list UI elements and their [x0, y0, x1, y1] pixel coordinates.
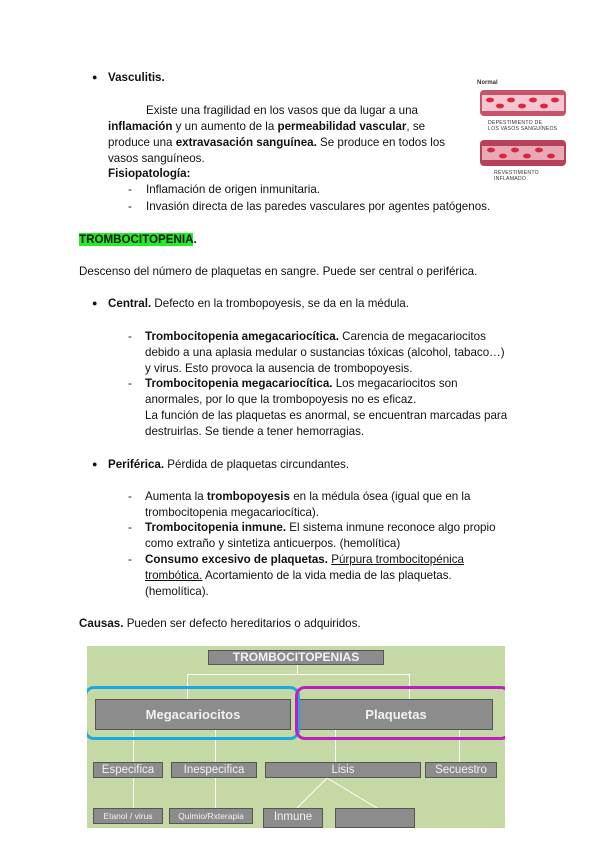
vasculitis-paragraph-line: vasos sanguíneos.: [108, 152, 205, 165]
central-heading: Central. Defecto en la trombopoyesis, se da en la médula.: [108, 297, 409, 310]
megacariocitos-highlight-ring: [87, 686, 300, 740]
trombocitopenia-heading: TROMBOCITOPENIA.: [79, 233, 197, 246]
trombocitopenias-diagram: [87, 646, 505, 828]
trombocitopenia-intro: Descenso del número de plaquetas en sangre. Puede ser central o periférica.: [79, 265, 478, 278]
etanol-virus-box: Etanol / virus: [93, 808, 163, 824]
fisio-item: Invasión directa de las paredes vasculares por agentes patógenos.: [146, 200, 491, 213]
inmune-box: Inmune: [263, 808, 323, 828]
central-item-line: La función de las plaquetas es anormal, se encuentran marcadas para: [145, 409, 508, 422]
causas-line: Causas. Pueden ser defecto hereditarios o adquiridos.: [79, 617, 361, 630]
purpura-link[interactable]: Púrpura trombocitopénica: [331, 553, 464, 566]
periferica-item-line: trombótica. Acortamiento de la vida media de las plaquetas.: [145, 569, 452, 582]
periferica-item-line: Aumenta la trombopoyesis en la médula ósea (igual que en la: [145, 490, 471, 503]
periferica-heading: Periférica. Pérdida de plaquetas circundantes.: [108, 458, 350, 471]
vasculitis-paragraph-line: inflamación y un aumento de la permeabilidad vascular, se: [108, 120, 426, 133]
central-item-line: destruirlas. Se tiende a tener hemorragias.: [145, 425, 365, 438]
plaquetas-highlight-ring: [295, 686, 505, 740]
figure-caption-normal: DEPESTIMIENTO DE LOS VASOS SANGUÍNEOS: [488, 120, 558, 132]
especifica-box: Especifica: [93, 762, 163, 778]
blood-vessel-figure: [476, 80, 568, 190]
central-item-line: y virus. Esto provoca la ausencia de trombopoyesis.: [145, 362, 413, 375]
vasculitis-paragraph-line: Existe una fragilidad en los vasos que da lugar a una: [146, 104, 418, 117]
vasculitis-heading: Vasculitis.: [108, 71, 165, 84]
figure-caption-inflamed: REVESTIMIENTO INFLAMADO: [494, 170, 539, 182]
dash-marker: -: [128, 377, 132, 390]
central-item-line: Trombocitopenia megacariocítica. Los megacariocitos son: [145, 377, 458, 390]
figure-label-normal: Normal: [477, 80, 498, 86]
secuestro-box: Secuestro: [425, 762, 497, 778]
periferica-item-line: Trombocitopenia inmune. El sistema inmune reconoce algo propio: [145, 521, 496, 534]
megacariocitos-box: Megacariocitos: [95, 699, 291, 730]
dash-marker: -: [128, 200, 132, 213]
dash-marker: -: [128, 183, 132, 196]
dash-marker: -: [128, 521, 132, 534]
dash-marker: -: [128, 330, 132, 343]
periferica-item-line: trombocitopenia megacariocítica).: [145, 506, 319, 519]
bullet-icon: ●: [92, 459, 98, 469]
periferica-item-line: Consumo excesivo de plaquetas. Púrpura trombocitopénica: [145, 553, 464, 566]
fisiopatologia-heading: Fisiopatología:: [108, 167, 191, 180]
plaquetas-box: Plaquetas: [299, 699, 493, 730]
dash-marker: -: [128, 553, 132, 566]
inespecifica-box: Inespecifica: [171, 762, 257, 778]
empty-box: [335, 808, 415, 828]
dash-marker: -: [128, 490, 132, 503]
bullet-icon: ●: [92, 298, 98, 308]
lisis-box: Lisis: [265, 762, 421, 778]
vasculitis-paragraph-line: produce una extravasación sanguínea. Se produce en todos los: [108, 136, 446, 149]
central-item-line: Trombocitopenia amegacariocítica. Carencia de megacariocitos: [145, 330, 486, 343]
central-item-line: anormales, por lo que la trombopoyesis no es eficaz.: [145, 393, 417, 406]
trombotica-link[interactable]: trombótica.: [145, 569, 203, 582]
diagram-root-box: TROMBOCITOPENIAS: [208, 650, 384, 665]
central-item-line: debido a una aplasia medular o sustancias tóxicas (alcohol, tabaco…): [145, 346, 505, 359]
periferica-item-line: (hemolítica).: [145, 585, 209, 598]
periferica-item-line: como extraño y sintetiza anticuerpos. (hemolítica): [145, 537, 401, 550]
fisio-item: Inflamación de origen inmunitaria.: [146, 183, 321, 196]
bullet-icon: ●: [92, 72, 98, 82]
quimio-rxterapia-box: Quimio/Rxterapia: [169, 808, 253, 824]
